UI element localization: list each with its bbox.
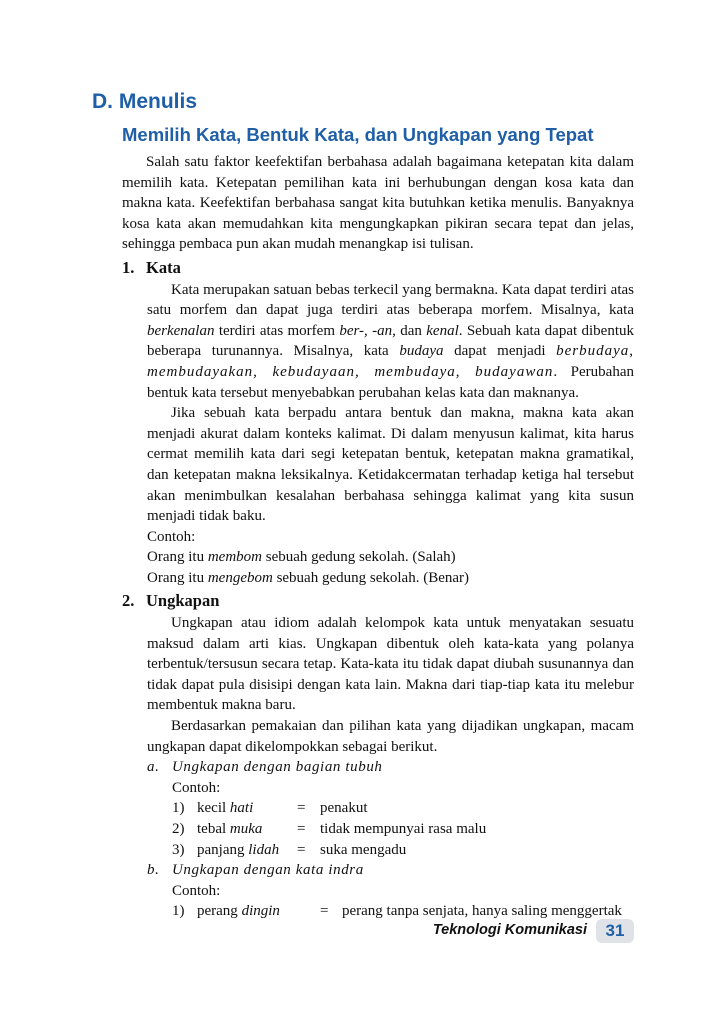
subheading-a [147, 757, 634, 778]
heading-kata [122, 258, 634, 279]
example-sentence-2 [147, 568, 634, 589]
kata-paragraph-2: Jika sebuah kata berpadu antara bentuk dan makna, makna kata akan menjadi akurat dalam konteks kalimat. Di dalam menyusun kalimat, kita harus cermat memilih kata dari segi ketepatan bentuk, ketepatan makna gramatikal, dan ketepatan makna leksikalnya. Ketidakcermatan terhadap ketiga hal tersebut akan menimbulkan kesalahan berbahasa sehingga kalimat yang kita susun menjadi tidak baku. [147, 405, 634, 525]
italic-word: mengebom [207, 569, 273, 586]
text-run: Kata merupakan satuan bebas terkecil yang bermakna. Kata dapat terdiri atas satu morfem dan dapat juga terdiri atas beberapa morfem. Misalnya, kata [147, 281, 634, 319]
italic-word: berkenalan [147, 322, 215, 339]
text-run: . Sebuah kata dapat dibentuk beberapa turunannya. Misalnya, kata [147, 322, 634, 360]
text-run: . Perubahan bentuk kata tersebut menyebabkan perubahan kelas kata dan maknanya. [147, 363, 634, 401]
subheading-text: Ungkapan dengan kata indra [172, 862, 364, 879]
heading-number: 2. [122, 591, 135, 611]
heading-ungkapan [122, 591, 634, 612]
examples-a [147, 778, 634, 860]
row-number: 1) [172, 800, 185, 817]
idiom-word: panjang [197, 841, 249, 858]
section-title: D. Menulis [92, 90, 198, 113]
body-text [122, 152, 634, 922]
contoh-label: Contoh: [147, 528, 196, 545]
text-run: dapat menjadi [443, 343, 557, 360]
heading-label: Kata [146, 257, 181, 277]
equals-sign: = [297, 800, 306, 817]
example-sentence-1 [147, 547, 634, 568]
row-number: 3) [172, 841, 185, 858]
idiom-word: perang [197, 903, 242, 920]
book-title: Teknologi Komunikasi [432, 922, 587, 938]
equals-sign: = [320, 903, 329, 920]
heading-label: Ungkapan [146, 591, 220, 611]
ungkapan-block [122, 613, 634, 922]
idiom-italic: dingin [241, 903, 280, 920]
kata-block [122, 280, 634, 589]
heading-number: 1. [122, 257, 135, 277]
idiom-italic: lidah [248, 841, 280, 858]
row-number: 1) [172, 903, 185, 920]
contoh-label: Contoh: [172, 882, 221, 899]
page-footer [0, 919, 728, 945]
equals-sign: = [297, 841, 306, 858]
subheading-text: Ungkapan dengan bagian tubuh [172, 759, 383, 776]
subheading-label: a. [147, 759, 160, 776]
page-number: 31 [596, 919, 634, 943]
text-run: dan [395, 322, 427, 339]
idiom-italic: hati [229, 800, 254, 817]
idiom-meaning: perang tanpa senjata, hanya saling menggertak [342, 903, 622, 920]
ungkapan-paragraph-2: Berdasarkan pemakaian dan pilihan kata yang dijadikan ungkapan, macam ungkapan dapat dikelompokkan sebagai berikut. [147, 718, 634, 755]
idiom-italic: muka [229, 821, 263, 837]
idiom-word: kecil [197, 800, 230, 817]
row-number: 2) [172, 821, 185, 837]
section-subtitle: Memilih Kata, Bentuk Kata, dan Ungkapan yang Tepat [122, 124, 594, 145]
idiom-row [172, 819, 634, 840]
examples-b [147, 881, 634, 922]
idiom-word: tebal [197, 821, 230, 837]
text-run: Orang itu [147, 569, 208, 586]
idiom-meaning: suka mengadu [320, 841, 407, 858]
idiom-meaning: penakut [320, 800, 368, 817]
idiom-row [172, 798, 634, 819]
intro-paragraph: Salah satu faktor keefektifan berbahasa adalah bagaimana ketepatan kita dalam memilih kata. Ketepatan pemilihan kata ini berhubungan dengan kosa kata dan makna kata. Keefektifan berbahasa sangat kita butuhkan ketika menulis. Banyaknya kosa kata akan memudahkan kita mengungkapkan pikiran secara tepat dan jelas, sehingga pembaca pun akan mudah menangkap isi tulisan. [122, 154, 634, 253]
italic-word: membom [207, 549, 262, 566]
italic-word: kenal [426, 322, 459, 339]
idiom-meaning: tidak mempunyai rasa malu [320, 821, 487, 837]
italic-word: ber-, -an, [339, 322, 396, 339]
ungkapan-paragraph-1: Ungkapan atau idiom adalah kelompok kata untuk menyatakan sesuatu maksud dalam arti kias. Ungkapan dibentuk oleh kata-kata yang polanya terbentuk/tersusun secara tetap. Kata-kata itu tidak dapat diubah susunannya dan tidak dapat pula disisipi dengan kata lain. Makna dari tiap-tiap kata itu melebur membentuk makna baru. [147, 615, 634, 714]
italic-word: budaya [399, 343, 444, 360]
italic-word: berbudaya, membudayakan, kebudayaan, membudaya, budayawan [147, 343, 634, 380]
text-run: sebuah gedung sekolah. (Salah) [261, 549, 456, 566]
text-run: sebuah gedung sekolah. (Benar) [272, 569, 469, 586]
idiom-row [172, 840, 634, 861]
equals-sign: = [297, 821, 306, 837]
subheading-b [147, 860, 634, 881]
text-run: terdiri atas morfem [214, 322, 340, 339]
kata-paragraph-1 [147, 280, 634, 404]
text-run: Orang itu [147, 549, 208, 566]
subheading-label: b. [147, 862, 160, 879]
contoh-label: Contoh: [172, 779, 221, 796]
